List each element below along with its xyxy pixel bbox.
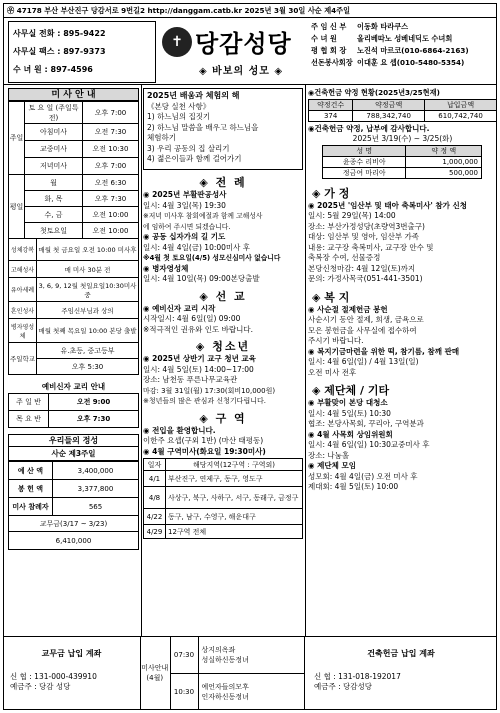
table-cell: 500,000 (406, 167, 482, 178)
table-cell: 4/29 (144, 525, 166, 539)
notice-heading: ◉ 복지기금마련을 위한 떡, 참기름, 참깨 판매 (308, 346, 460, 356)
building-fund-title: ◉건축헌금 약정 현황(2025년3/25현재) (308, 88, 440, 97)
year-theme-box (143, 88, 303, 170)
table-head: 해당지역(12구역 : 구역외) (166, 459, 303, 471)
offering-week: 사순 제3주일 (8, 447, 139, 461)
tithe-label: 교무금(3/17 ~ 3/23) (9, 516, 139, 532)
mass-time: 오후 7:00 (83, 158, 139, 175)
welfare-heading: ◈ 복 지 (312, 290, 350, 304)
notice-line: 성모회: 4월 4일(금) 오전 미사 후 (308, 471, 418, 481)
offering-value: 3,400,000 (53, 462, 139, 480)
mass-intention-name: 예언자들의모후 인자하신동정녀 (198, 673, 305, 709)
offering-table (8, 461, 139, 550)
sacrament-info: 매월 첫 금요일 오전 10:00 미사후 (37, 239, 139, 261)
building-fund-table (308, 99, 497, 122)
cross-emblem-icon: ✝ (162, 27, 192, 57)
notice-line: 일시: 4월 6일(일) 10:30교중미사 후 (308, 440, 430, 449)
mass-time: 오전 7:30 (83, 124, 139, 141)
notice-heading: ◉ 사순절 절제헌금 봉헌 (308, 304, 388, 314)
mass-name: 아침미사 (25, 124, 83, 141)
notice-line: 협조: 본당사목회, 꾸리아, 구역분과 (308, 419, 424, 428)
table-cell: 윤종수 리비아 (323, 156, 406, 167)
mass-name: 월 (25, 175, 83, 191)
table-cell: 374 (309, 110, 353, 121)
table-head: 납입금액 (425, 99, 497, 110)
tithe-account-title: 교무금 납입 계좌 (41, 649, 102, 658)
table-cell: 4/1 (144, 471, 166, 487)
notice-line: 장소: 부산가정성당(초량역3번출구) (308, 221, 425, 231)
table-head: 성 명 (323, 145, 406, 156)
mission-heading: ◈ 선 교 (199, 289, 247, 303)
notice-line: 축복장 수여, 선물증정 (308, 253, 381, 262)
mass-time: 오전 10:30 (83, 141, 139, 158)
building-thanks-range: 2025년 3/19(수) ~ 3/25(화) (352, 134, 453, 143)
mass-name: 저녁미사 (25, 158, 83, 175)
tithe-account-box (4, 637, 139, 710)
building-thanks-title: ◉건축헌금 약정, 납부에 감사합니다. (308, 123, 430, 133)
weekday-label: 평일 (9, 175, 25, 239)
sunday-school-info: 유.초등, 중고등부 (37, 343, 139, 359)
theme-item: 4) 젊은이들과 함께 걸어가기 (147, 154, 242, 163)
youth-heading: ◈ 청소년 (195, 340, 251, 353)
table-cell: 정금여 마리아 (323, 167, 406, 178)
notice-line: 일시: 4월 5일(토) 14:00~17:00 (143, 364, 254, 374)
notice-line: 일시: 4월 5일(토) 10:30 (308, 408, 391, 418)
mass-intention-label: 미사안내(4월) (140, 637, 170, 710)
notice-heading: ◉ 공동 십자가의 길 기도 (143, 232, 226, 241)
notice-line: 본당신청마감: 4월 12일(토)까지 (308, 263, 416, 273)
contact-convent: 수 녀 원 : 897-4596 (13, 65, 93, 74)
parish-title: 당감성당 (195, 30, 292, 58)
catechumen-table (8, 393, 139, 428)
table-head: 약정금액 (353, 99, 425, 110)
notice-line: 에 임하여 주시면 되겠습니다. (143, 222, 231, 231)
mass-time: 오전 10:00 (83, 207, 139, 223)
notice-line: 일시: 4월 4일(금) 10:00미사 후 (143, 242, 251, 252)
notice-line: ※청년들의 많은 관심과 신청기다립니다. (143, 397, 266, 405)
sacrament-name: 혼인성사 (9, 302, 37, 319)
staff-row: 평 협 회 장 노진석 마르코(010-6864-2163) (311, 46, 469, 55)
notice-line: 일시: 4월 3일(목) 19:30 (143, 200, 226, 210)
mass-schedule-table (8, 101, 139, 239)
bulletin-page (3, 3, 497, 710)
class-name: 목 요 반 (9, 411, 49, 428)
mass-time: 오후 7:00 (83, 102, 139, 124)
mass-intention-table (140, 637, 305, 710)
column-divider (305, 84, 306, 636)
notice-heading: ◉ 부활맞이 본당 대청소 (308, 398, 388, 407)
notice-line: 사순시기 동안 절제, 희생, 금욕으로 (308, 315, 424, 324)
notice-line: 대상: 임산부 및 영아, 임산부 가족 (308, 232, 420, 241)
sunday-school-label: 주일학교 (9, 343, 37, 375)
table-cell: 사상구, 북구, 사하구, 서구, 동래구, 금정구 (166, 487, 303, 509)
notice-line: 오전 미사 전후 (308, 367, 357, 377)
notice-line: 이한주 요셉(구외 1반) (마산 태평동) (143, 436, 264, 445)
tithe-account-holder: 예금주 : 당감 성당 (10, 682, 71, 691)
notice-heading: ◉ 전입을 환영합니다. (143, 425, 216, 435)
sacrament-name: 유아세례 (9, 278, 37, 302)
mass-name: 화, 목 (25, 191, 83, 207)
mass-intention-name: 상지의옥좌 성실하신동정녀 (198, 637, 305, 673)
mass-intention-time: 07:30 (170, 637, 198, 673)
contact-phone: 사무실 전화 : 895-9422 (13, 29, 106, 38)
notice-line: 일시: 4월 6일(일) / 4월 13일(일) (308, 357, 419, 366)
building-account-box (306, 637, 496, 710)
notice-heading: ◉ 2025년 '임산부 및 태아 축복미사' 참가 신청 (308, 200, 467, 210)
mass-time: 오후 7:30 (83, 191, 139, 207)
sacrament-info: 매 미사 30분 전 (37, 261, 139, 278)
offering-label: 예 산 액 (9, 462, 53, 480)
notice-line: 시작일시: 4월 6일(일) 09:00 (143, 314, 241, 323)
column-divider (141, 84, 142, 636)
sunday-label: 주일 (9, 102, 25, 175)
table-cell: 788,342,740 (353, 110, 425, 121)
offering-label: 봉 헌 액 (9, 480, 53, 498)
sacrament-name: 성체강복 (9, 239, 37, 261)
building-account-title: 건축헌금 납입 계좌 (367, 649, 435, 658)
notice-line: 문의: 가정사목국(051-441-3501) (308, 274, 423, 283)
tithe-account-bank: 신 협 : 131-000-439910 (10, 671, 97, 681)
notice-line: 일시: 4월 10일(목) 09:00본당출발 (143, 274, 260, 283)
footer (4, 636, 496, 710)
staff-row: 주 임 신 부 이동화 타라쿠스 (311, 22, 409, 31)
mass-name: 교중미사 (25, 141, 83, 158)
middle-column (143, 88, 303, 539)
mass-name: 토 요 일 (주일특전) (25, 102, 83, 124)
contact-fax: 사무실 팩스 : 897-9373 (13, 47, 106, 56)
sacrament-name: 고해성사 (9, 261, 37, 278)
mass-intention-time: 10:30 (170, 673, 198, 709)
table-head: 일자 (144, 459, 166, 471)
theme-item: 1) 하느님의 집짓기 (147, 112, 211, 121)
sacrament-name: 병자영성체 (9, 319, 37, 343)
theme-item: 2) 하느님 말씀을 배우고 하느님을 (147, 122, 259, 132)
notice-line: 모은 봉헌금을 사무실에 접수하여 (308, 325, 417, 335)
table-cell: 12구역 전체 (166, 525, 303, 539)
table-cell: 4/8 (144, 487, 166, 509)
mass-name: 첫토요일 (25, 223, 83, 239)
notice-heading: ◉ 제단체 모임 (308, 461, 356, 470)
building-account-bank: 신 협 : 131-018-192017 (314, 671, 401, 681)
notice-line: ※적극적인 권유와 인도 바랍니다. (143, 324, 254, 334)
catechumen-title: 예비신자 교리 안내 (41, 382, 106, 391)
building-thanks-table (322, 145, 482, 179)
notice-line: 제대회: 4월 5일(토) 10:00 (308, 482, 399, 491)
notice-line: 장소: 남천동 푸른나무교육관 (143, 375, 238, 384)
notice-line: 마감: 3월 31일(월) 17:30(회비10,000원) (143, 386, 276, 395)
notice-heading: ◉ 예비신자 교리 시작 (143, 303, 216, 313)
table-cell: 4/22 (144, 509, 166, 525)
left-column (8, 88, 139, 550)
notice-line: ※저녁 미사후 참회예절과 함께 고해성사 (143, 212, 263, 220)
notice-line: 주시기 바랍니다. (308, 336, 364, 345)
notice-heading: ◉ 4월 구역미사(화요일 19:30미사) (143, 446, 266, 456)
table-cell: 부산진구, 연제구, 동구, 영도구 (166, 471, 303, 487)
building-account-holder: 예금주 : 당감성당 (314, 682, 373, 691)
sacrament-info: 주임신부님과 상의 (37, 302, 139, 319)
parish-logo (159, 21, 309, 83)
notice-heading: ◉ 2025년 부활판공성사 (143, 190, 227, 199)
sunday-school-time: 오후 5:30 (37, 359, 139, 375)
mass-time: 오전 6:30 (83, 175, 139, 191)
offering-title: 우리들의 정성 (8, 434, 139, 447)
year-theme-title: 2025년 배움과 체험의 해 (147, 91, 240, 100)
parish-subtitle: ◈ 바보의 성모 ◈ (199, 66, 284, 77)
notice-heading: ◉ 병자영성체 (143, 263, 189, 273)
header-address-bar: ㉾ 47178 부산 부산진구 당감서로 9번길2 http://danggam.catb.kr 2025년 3월 30일 사순 제4주일 (4, 4, 496, 18)
mass-time: 오전 10:00 (83, 223, 139, 239)
sacrament-table (8, 238, 139, 375)
notice-line: 내용: 교구장 축복미사, 교구장 안수 및 (308, 242, 434, 252)
divider (4, 84, 496, 85)
sacrament-info: 매월 첫째 목요일 10:00 본당 출발 (37, 319, 139, 343)
staff-row: 수 녀 원 올리베따노 성베네딕도 수녀회 (311, 34, 453, 43)
family-heading: ◈ 가 정 (312, 186, 350, 200)
table-cell: 1,000,000 (406, 156, 482, 167)
class-time: 오전 9:00 (49, 394, 139, 411)
table-cell: 동구, 남구, 수영구, 해운대구 (166, 509, 303, 525)
notice-heading: ◉ 4월 사목회 상임위원회 (308, 429, 393, 439)
class-name: 주 일 반 (9, 394, 49, 411)
notice-line: 일시: 5월 29일(목) 14:00 (308, 211, 396, 220)
table-head: 약정건수 (309, 99, 353, 110)
class-time: 오후 7:30 (49, 411, 139, 428)
offering-value: 565 (53, 498, 139, 516)
liturgy-heading: ◈ 전 례 (199, 176, 247, 189)
offering-value: 3,377,800 (53, 480, 139, 498)
right-column (308, 88, 497, 493)
district-heading: ◈ 구 역 (199, 411, 247, 425)
notice-line: 장소: 나눔홀 (308, 450, 350, 460)
mass-guide-title: 미 사 안 내 (8, 88, 139, 101)
table-cell: 610,742,740 (425, 110, 497, 121)
offering-label: 미사 참례자 (9, 498, 53, 516)
tithe-value: 6,410,000 (9, 532, 139, 550)
notice-heading: ◉ 2025년 상반기 교구 청년 교육 (143, 354, 256, 363)
table-head: 약 정 액 (406, 145, 482, 156)
theme-item: 3) 우리 공동의 집 살리기 (147, 143, 230, 153)
mass-name: 수, 금 (25, 207, 83, 223)
staff-list (311, 21, 496, 83)
sacrament-info: 3, 6, 9, 12월 첫일요일10:30미사중 (37, 278, 139, 302)
notice-line: ※4월 첫 토요일(4/5) 성모신심미사 없습니다 (143, 254, 281, 262)
year-theme-sub: 《본당 실천 사항》 (147, 101, 211, 111)
theme-item: 체험하기 (147, 133, 176, 142)
groups-heading: ◈ 제단체 / 기타 (312, 384, 390, 397)
contact-box (8, 21, 156, 83)
district-mass-table (143, 458, 303, 539)
staff-row: 선돈봉사회장 이대훈 요 셉(010-5480-5354) (311, 58, 465, 67)
